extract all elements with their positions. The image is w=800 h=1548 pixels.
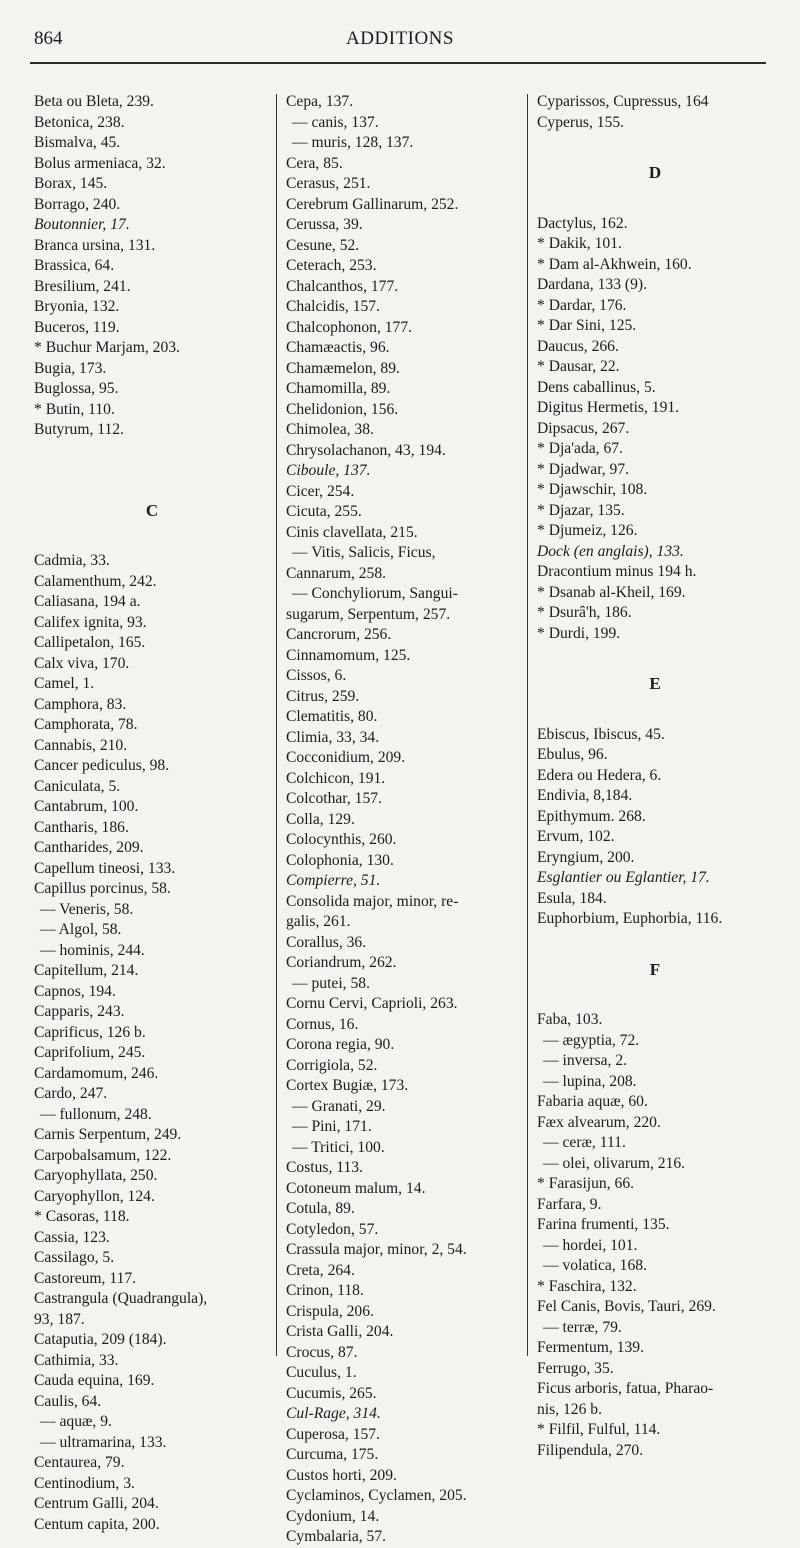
index-entry: Dracontium minus 194 h. (537, 563, 697, 580)
index-entry: Cornus, 16. (286, 1015, 359, 1033)
index-entry: Costus, 113. (286, 1159, 363, 1176)
index-entry: Cantharides, 209. (34, 839, 144, 856)
index-column-3 (537, 92, 773, 1459)
index-entry: Chamæmelon, 89. (286, 359, 400, 377)
index-entry: — aquæ, 9. (40, 1413, 112, 1430)
index-entry: Citrus, 259. (286, 687, 360, 705)
index-entry: Cicer, 254. (286, 482, 355, 500)
index-entry: Ceterach, 253. (286, 257, 377, 274)
index-entry: Capillus porcinus, 58. (34, 880, 171, 897)
index-entry: * Butin, 110. (34, 400, 115, 418)
index-entry: Cortex Bugiæ, 173. (286, 1077, 409, 1094)
index-entry: Centinodium, 3. (34, 1474, 135, 1492)
index-entry: Cinis clavellata, 215. (286, 523, 418, 541)
index-entry: Cydonium, 14. (286, 1507, 380, 1525)
index-entry: Bryonia, 132. (34, 298, 120, 315)
index-entry: Cantabrum, 100. (34, 798, 139, 815)
index-entry: — muris, 128, 137. (292, 134, 414, 151)
index-entry: Crocus, 87. (286, 1343, 358, 1361)
index-entry: Colla, 129. (286, 810, 355, 828)
index-entry: — Veneris, 58. (40, 900, 134, 918)
index-entry: Cassilago, 5. (34, 1249, 115, 1266)
index-entry: Chalcidis, 157. (286, 298, 380, 315)
index-entry: Capnos, 194. (34, 982, 116, 1000)
index-entry: Carnis Serpentum, 249. (34, 1126, 182, 1143)
index-entry: * Casoras, 118. (34, 1208, 130, 1225)
index-entry: Castrangula (Quadrangula), (34, 1290, 208, 1307)
index-entry: Ervum, 102. (537, 828, 615, 845)
index-entry: Cissos, 6. (286, 667, 347, 684)
index-entry: — Algol, 58. (40, 921, 122, 938)
index-entry: Colocynthis, 260. (286, 831, 397, 848)
index-entry: Filipendula, 270. (537, 1441, 644, 1459)
index-entry: Capitellum, 214. (34, 962, 139, 979)
page-number: 864 (34, 28, 63, 49)
index-entry: Fel Canis, Bovis, Tauri, 269. (537, 1298, 716, 1315)
section-letter-f: F (649, 959, 661, 979)
index-entry: Centrum Galli, 204. (34, 1495, 159, 1512)
index-entry: — Conchyliorum, Sangui- (292, 585, 458, 602)
index-entry: Clematitis, 80. (286, 708, 378, 725)
index-entry: Endivia, 8,184. (537, 787, 633, 804)
index-entry: Dardana, 133 (9). (537, 276, 647, 293)
index-entry: Ebiscus, Ibiscus, 45. (537, 725, 665, 743)
index-entry: Callipetalon, 165. (34, 634, 146, 651)
index-entry: * Durdi, 199. (537, 624, 621, 642)
index-entry: Colchicon, 191. (286, 769, 386, 787)
index-entry: Cantharis, 186. (34, 818, 129, 836)
index-entry: * Filfil, Fulful, 114. (537, 1421, 661, 1438)
index-entry: Cauda equina, 169. (34, 1372, 155, 1389)
index-entry: Camphorata, 78. (34, 716, 138, 733)
index-entry: Esula, 184. (537, 889, 607, 907)
index-entry: Cocconidium, 209. (286, 749, 406, 766)
index-entry: Chamæactis, 96. (286, 339, 390, 356)
index-entry: Cyperus, 155. (537, 113, 625, 131)
index-entry: * Dsurâ'h, 186. (537, 604, 632, 621)
index-entry: Cathimia, 33. (34, 1351, 119, 1369)
index-entry: — Tritici, 100. (292, 1138, 385, 1156)
index-entry: Corrigiola, 52. (286, 1056, 378, 1074)
index-column-2 (286, 92, 524, 1545)
index-entry: Daucus, 266. (537, 337, 619, 355)
index-entry: Chrysolachanon, 43, 194. (286, 441, 446, 459)
index-entry: Borax, 145. (34, 175, 108, 192)
index-entry: Ferrugo, 35. (537, 1359, 614, 1377)
header-rule (30, 62, 766, 64)
index-entry: Epithymum. 268. (537, 807, 646, 825)
index-entry: Cotula, 89. (286, 1200, 355, 1217)
index-entry: Caprificus, 126 b. (34, 1023, 146, 1041)
index-entry: Cymbalaria, 57. (286, 1528, 387, 1545)
index-entry: Climia, 33, 34. (286, 728, 380, 746)
index-entry: Dock (en anglais), 133. (537, 542, 684, 560)
index-entry: Cannarum, 258. (286, 564, 387, 582)
index-entry: Bugia, 173. (34, 359, 107, 377)
index-entry: Colophonia, 130. (286, 851, 394, 869)
index-entry: Corona regia, 90. (286, 1036, 395, 1053)
index-entry: Capparis, 243. (34, 1003, 125, 1020)
index-entry: Caprifolium, 245. (34, 1044, 146, 1061)
index-entry: Esglantier ou Eglantier, 17. (537, 869, 710, 886)
index-entry: Cerasus, 251. (286, 175, 371, 192)
index-entry: Chalcanthos, 177. (286, 277, 399, 295)
index-entry: Faba, 103. (537, 1011, 603, 1028)
index-entry: Cyparissos, Cupressus, 164 (537, 93, 709, 110)
index-entry: Buceros, 119. (34, 318, 120, 336)
index-entry: * Djawschir, 108. (537, 481, 648, 498)
index-entry: Caliasana, 194 a. (34, 593, 141, 610)
index-entry: Chelidonion, 156. (286, 400, 399, 418)
index-entry: Cardo, 247. (34, 1085, 108, 1102)
index-entry: Corallus, 36. (286, 933, 367, 951)
index-entry: — volatica, 168. (543, 1257, 647, 1274)
index-entry: * Djumeiz, 126. (537, 522, 638, 539)
index-entry: Ciboule, 137. (286, 462, 371, 479)
index-entry: Castoreum, 117. (34, 1269, 137, 1287)
section-letter-c: C (145, 500, 159, 520)
index-entry: Cepa, 137. (286, 93, 354, 110)
index-entry: — Pini, 171. (292, 1118, 372, 1135)
index-entry: Cuculus, 1. (286, 1364, 357, 1381)
index-entry: — terræ, 79. (543, 1318, 622, 1336)
index-entry: Digitus Hermetis, 191. (537, 399, 680, 416)
index-entry: Compierre, 51. (286, 872, 381, 889)
index-entry: Dactylus, 162. (537, 214, 628, 232)
index-entry: sugarum, Serpentum, 257. (286, 605, 451, 623)
index-entry: — inversa, 2. (543, 1052, 628, 1069)
index-entry: Cerebrum Gallinarum, 252. (286, 195, 459, 213)
index-entry: — hominis, 244. (40, 941, 145, 959)
index-entry: Cesune, 52. (286, 236, 360, 254)
index-entry: Bresilium, 241. (34, 277, 131, 295)
index-entry: Cicuta, 255. (286, 503, 362, 520)
index-entry: Fermentum, 139. (537, 1339, 644, 1356)
index-entry: Buglossa, 95. (34, 380, 119, 397)
index-entry: Cerussa, 39. (286, 216, 363, 233)
index-entry: Cardamomum, 246. (34, 1064, 159, 1082)
index-entry: galis, 261. (286, 913, 351, 930)
index-entry: Camphora, 83. (34, 695, 127, 713)
index-entry: Bolus armeniaca, 32. (34, 154, 166, 172)
index-entry: Cotyledon, 57. (286, 1220, 379, 1238)
index-entry: Betonica, 238. (34, 113, 125, 131)
index-entry: Carpobalsamum, 122. (34, 1146, 172, 1164)
index-entry: Crassula major, minor, 2, 54. (286, 1241, 467, 1258)
index-entry: Cataputia, 209 (184). (34, 1331, 167, 1348)
index-entry: Cassia, 123. (34, 1228, 110, 1246)
index-entry: * Faschira, 132. (537, 1277, 637, 1295)
index-entry: Fabaria aquæ, 60. (537, 1093, 648, 1110)
index-entry: — canis, 137. (292, 113, 379, 131)
index-entry: Camel, 1. (34, 675, 95, 692)
index-entry: Butyrum, 112. (34, 421, 124, 438)
index-entry: Creta, 264. (286, 1261, 355, 1279)
index-entry: * Djadwar, 97. (537, 460, 630, 478)
index-entry: — Granati, 29. (292, 1097, 386, 1115)
index-entry: Capellum tineosi, 133. (34, 859, 176, 877)
index-entry: Bismalva, 45. (34, 134, 121, 151)
index-entry: Calx viva, 170. (34, 654, 130, 672)
index-entry: Chalcophonon, 177. (286, 318, 413, 336)
index-entry: * Dausar, 22. (537, 358, 620, 375)
index-entry: Farina frumenti, 135. (537, 1216, 670, 1233)
index-entry: * Dakik, 101. (537, 235, 622, 252)
index-entry: * Dam al-Akhwein, 160. (537, 255, 692, 273)
index-entry: Caniculata, 5. (34, 777, 121, 795)
index-entry: Cancer pediculus, 98. (34, 757, 170, 774)
index-entry: Custos horti, 209. (286, 1466, 397, 1484)
index-entry: — ultramarina, 133. (40, 1433, 167, 1451)
index-entry: * Dsanab al-Kheil, 169. (537, 583, 686, 601)
index-entry: Cul-Rage, 314. (286, 1405, 381, 1422)
column-divider (527, 94, 528, 1356)
index-entry: 93, 187. (34, 1310, 85, 1328)
index-entry: — olei, olivarum, 216. (543, 1154, 686, 1172)
index-entry: Branca ursina, 131. (34, 236, 156, 254)
index-entry: Centum capita, 200. (34, 1515, 160, 1533)
index-entry: Cannabis, 210. (34, 736, 128, 754)
index-entry: Centaurea, 79. (34, 1454, 125, 1471)
index-entry: — ægyptia, 72. (543, 1031, 640, 1049)
index-entry: Calamenthum, 242. (34, 572, 157, 590)
index-entry: * Farasijun, 66. (537, 1175, 635, 1192)
index-entry: * Djazar, 135. (537, 501, 625, 519)
index-entry: Ebulus, 96. (537, 746, 608, 763)
index-entry: Caulis, 64. (34, 1392, 102, 1410)
index-entry: Fæx alvearum, 220. (537, 1113, 661, 1131)
index-entry: Dens caballinus, 5. (537, 378, 656, 396)
index-entry: Cancrorum, 256. (286, 626, 392, 643)
index-entry: Consolida major, minor, re- (286, 892, 459, 910)
index-entry: Caryophyllata, 250. (34, 1167, 158, 1184)
index-entry: Eryngium, 200. (537, 848, 635, 866)
index-entry: Crista Galli, 204. (286, 1323, 394, 1340)
index-entry: Cinnamomum, 125. (286, 646, 411, 664)
index-entry: Crinon, 118. (286, 1282, 364, 1299)
index-entry: * Dar Sini, 125. (537, 317, 637, 334)
index-entry: Farfara, 9. (537, 1195, 602, 1213)
index-entry: Cuperosa, 157. (286, 1425, 380, 1443)
index-entry: Brassica, 64. (34, 257, 115, 274)
index-entry: Cornu Cervi, Caprioli, 263. (286, 995, 458, 1012)
index-entry: Cucumis, 265. (286, 1384, 377, 1402)
index-entry: Cera, 85. (286, 154, 343, 172)
index-entry: — putei, 58. (292, 974, 370, 992)
index-entry: Euphorbium, Euphorbia, 116. (537, 910, 723, 927)
index-entry: Borrago, 240. (34, 195, 121, 213)
index-entry: — Vitis, Salicis, Ficus, (292, 544, 436, 561)
index-entry: Ficus arboris, fatua, Pharao- (537, 1380, 714, 1397)
running-head: ADDITIONS (346, 28, 454, 49)
index-entry: * Dardar, 176. (537, 296, 627, 314)
index-entry: Edera ou Hedera, 6. (537, 766, 662, 784)
index-entry: Chamomilla, 89. (286, 380, 391, 397)
index-entry: Crispula, 206. (286, 1302, 374, 1320)
index-entry: Cadmia, 33. (34, 552, 110, 569)
index-entry: — ceræ, 111. (543, 1134, 626, 1151)
index-entry: Dipsacus, 267. (537, 419, 630, 437)
index-entry: Cotoneum malum, 14. (286, 1179, 426, 1197)
index-entry: * Buchur Marjam, 203. (34, 339, 180, 356)
index-entry: Beta ou Bleta, 239. (34, 93, 154, 110)
index-entry: Curcuma, 175. (286, 1446, 379, 1463)
index-entry: Colcothar, 157. (286, 790, 382, 807)
section-letter-e: E (649, 674, 661, 693)
index-entry: Boutonnier, 17. (34, 216, 130, 233)
index-entry: Chimolea, 38. (286, 421, 374, 438)
index-column-1 (34, 92, 270, 1533)
index-entry: Cyclaminos, Cyclamen, 205. (286, 1487, 467, 1504)
index-entry: * Dja'ada, 67. (537, 440, 623, 457)
index-entry: Coriandrum, 262. (286, 954, 397, 971)
index-entry: — lupina, 208. (543, 1072, 637, 1090)
index-entry: — hordei, 101. (543, 1236, 638, 1254)
index-entry: Califex ignita, 93. (34, 613, 147, 631)
column-divider (276, 94, 277, 1356)
index-entry: Caryophyllon, 124. (34, 1187, 155, 1205)
index-entry: nis, 126 b. (537, 1400, 602, 1418)
index-entry: — fullonum, 248. (40, 1105, 152, 1123)
section-letter-d: D (648, 163, 662, 182)
